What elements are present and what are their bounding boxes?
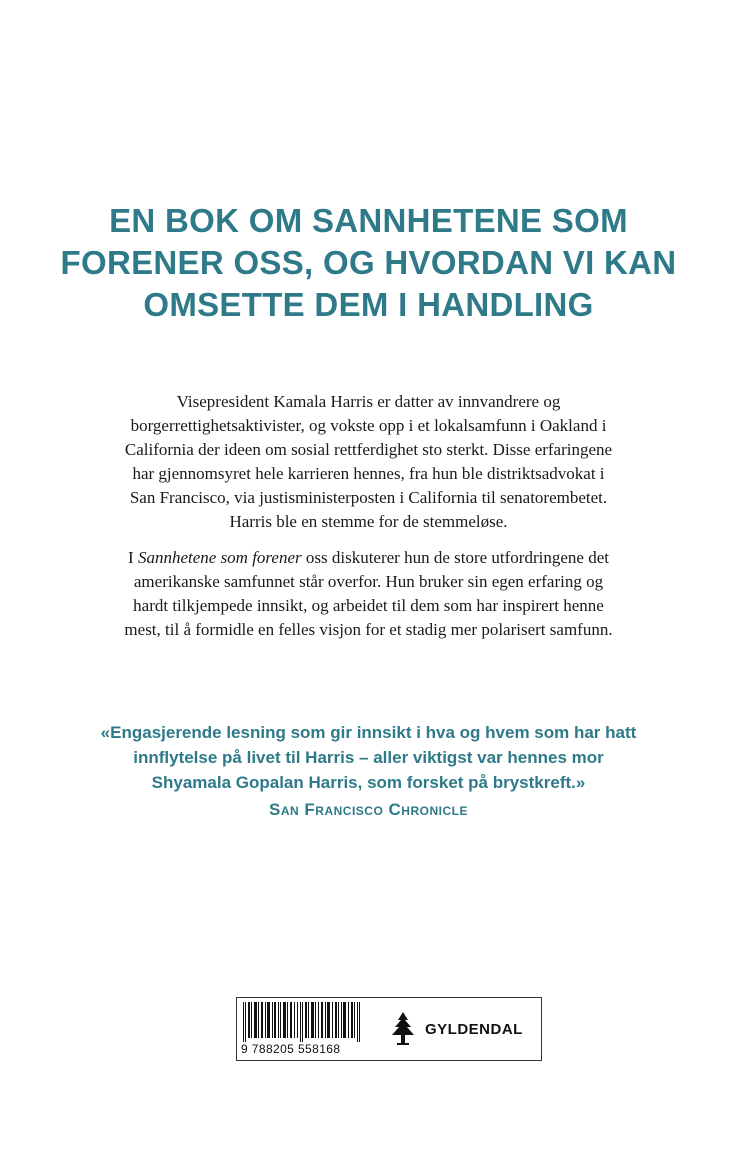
blurb-line: California der ideen om sosial rettferdighet sto sterkt. Disse erfaringene <box>124 440 613 459</box>
blurb-line: Visepresident Kamala Harris er datter av innvandrere og <box>176 392 561 411</box>
blurb-paragraph-2 <box>80 546 657 642</box>
quote-line: Shyamala Gopalan Harris, som forsket på brystkreft.» <box>151 773 586 792</box>
review-quote <box>0 720 737 822</box>
blurb-lead: I <box>128 548 138 567</box>
blurb-paragraph-1 <box>80 390 657 534</box>
tree-icon <box>389 1012 417 1046</box>
headline-line-1: EN BOK OM SANNHETENE SOM <box>109 202 628 239</box>
blurb-line <box>80 546 657 570</box>
blurb-line-rest: oss diskuterer hun de store utfordringene det <box>301 548 609 567</box>
blurb-line: San Francisco, via justisministerposten i California til senatorembetet. <box>129 488 608 507</box>
blurb-line: har gjennomsyret hele karrieren hennes, fra hun ble distriktsadvokat i <box>132 464 605 483</box>
isbn-number: 9 788205 558168 <box>241 1042 341 1056</box>
publisher-name: GYLDENDAL <box>425 1020 523 1038</box>
blurb-line: borgerrettighetsaktivister, og vokste opp i et lokalsamfunn i Oakland i <box>130 416 607 435</box>
headline-line-3: OMSETTE DEM I HANDLING <box>143 286 594 323</box>
book-title-italic: Sannhetene som forener <box>137 548 302 567</box>
headline-line-2: FORENER OSS, OG HVORDAN VI KAN <box>60 244 677 281</box>
back-cover-headline <box>0 200 737 326</box>
blurb-line: hardt tilkjempede innsikt, og arbeidet til dem som har inspirert henne <box>133 596 604 615</box>
quote-line: «Engasjerende lesning som gir innsikt i hva og hvem som har hatt <box>100 723 637 742</box>
publisher-logo <box>389 1012 523 1046</box>
blurb-line: amerikanske samfunnet står overfor. Hun bruker sin egen erfaring og <box>133 572 604 591</box>
blurb-line: Harris ble en stemme for de stemmeløse. <box>229 512 508 531</box>
barcode-panel <box>236 997 542 1061</box>
blurb-text <box>80 390 657 654</box>
quote-source: San Francisco Chronicle <box>269 800 468 819</box>
quote-line: innflytelse på livet til Harris – aller viktigst var hennes mor <box>133 748 604 767</box>
blurb-line: mest, til å formidle en felles visjon for et stadig mer polarisert samfunn. <box>124 620 613 639</box>
barcode-icon <box>243 1002 363 1042</box>
